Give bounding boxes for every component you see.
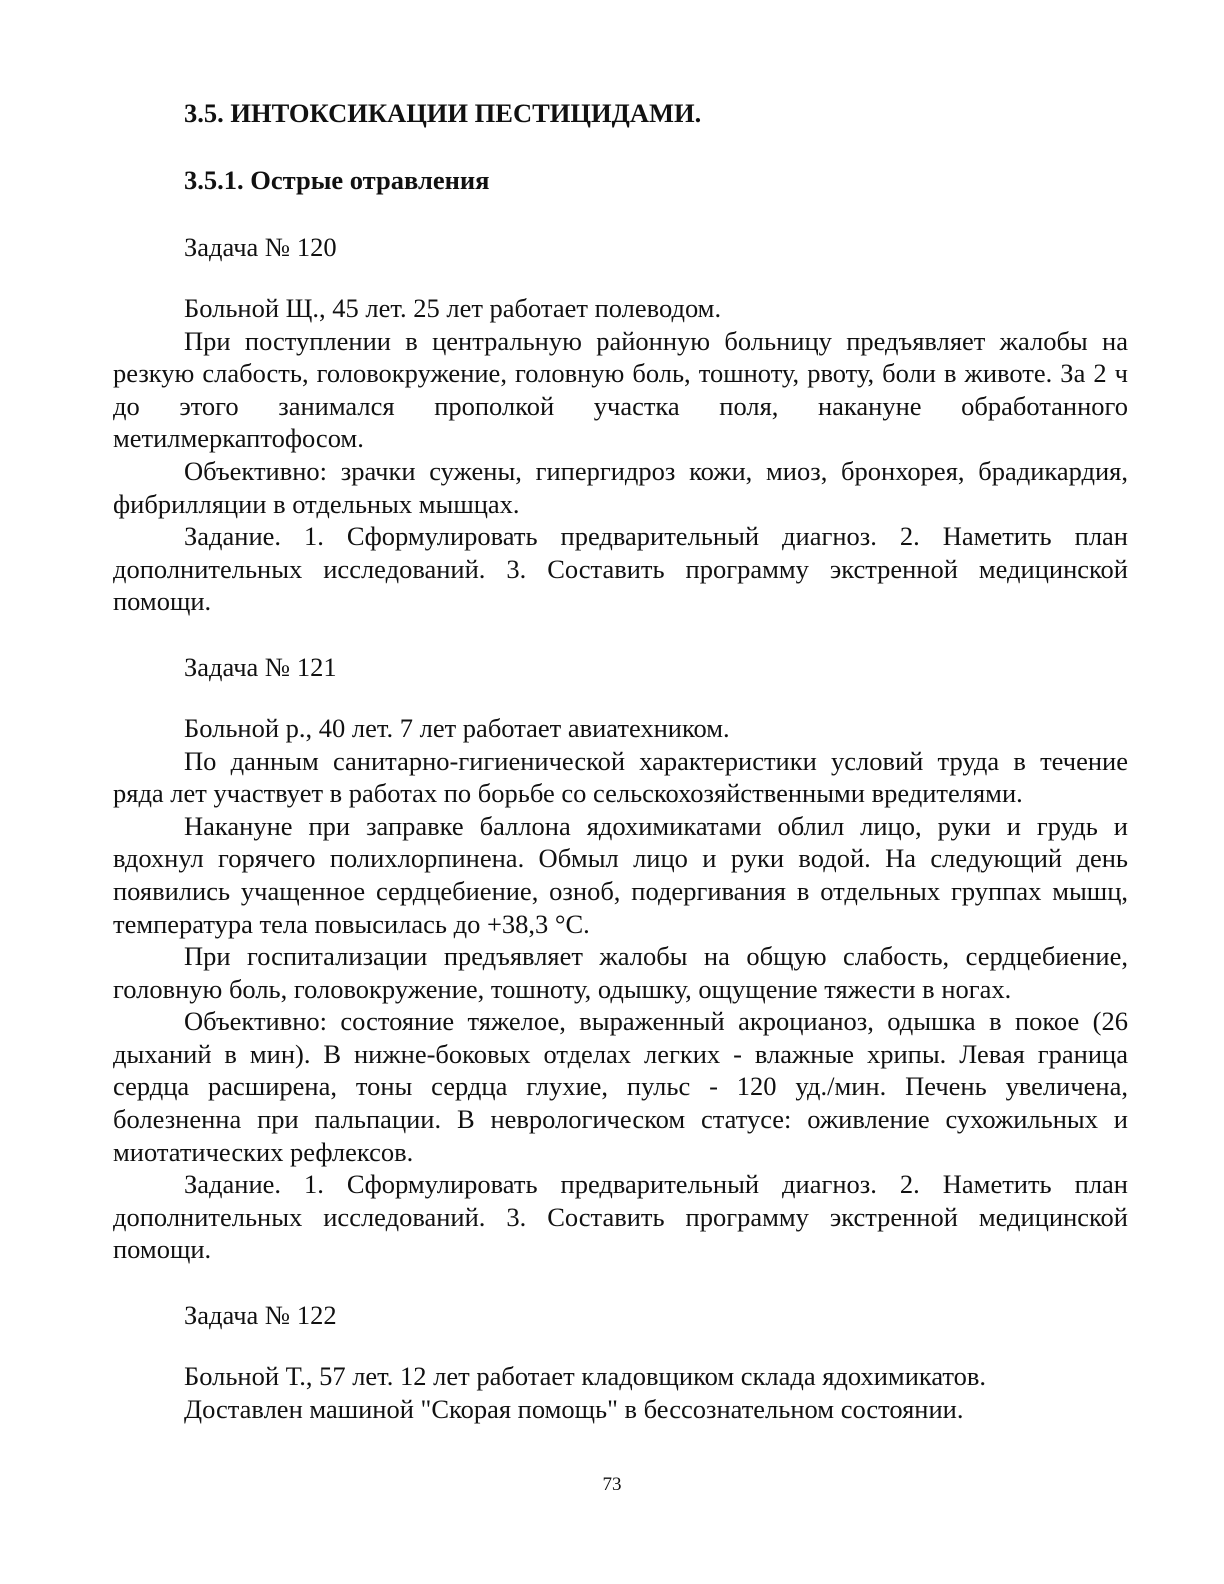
task-intro: Больной Щ., 45 лет. 25 лет работает полеводом. bbox=[184, 293, 722, 323]
task-121 bbox=[113, 648, 1128, 1266]
task-paragraph: Объективно: состояние тяжелое, выраженный акроцианоз, одышка в покое (26 дыханий в мин). В нижне-боковых отделах легких - влажные хрипы. Левая граница сердца расширена, тоны сердца глухие, пульс - 120 уд./мин. Печень увеличена, болезненна при пальпации. В неврологическом статусе: оживление сухожильных и миотатических рефлексов. bbox=[113, 1006, 1128, 1167]
task-assignment: Задание. 1. Сформулировать предварительный диагноз. 2. Наметить план дополнительных исследований. 3. Составить программу экстренной медицинской помощи. bbox=[113, 521, 1128, 617]
task-assignment: Задание. 1. Сформулировать предварительный диагноз. 2. Наметить план дополнительных исследований. 3. Составить программу экстренной медицинской помощи. bbox=[113, 1169, 1128, 1265]
subsection-title: 3.5.1. Острые отравления bbox=[184, 165, 490, 195]
task-intro: Больной Т., 57 лет. 12 лет работает кладовщиком склада ядохимикатов. bbox=[184, 1361, 987, 1392]
task-paragraph: Доставлен машиной "Скорая помощь" в бессознательном состоянии. bbox=[184, 1393, 964, 1424]
task-title: Задача № 122 bbox=[184, 1300, 337, 1331]
task-paragraph: При госпитализации предъявляет жалобы на общую слабость, сердцебиение, головную боль, головокружение, тошноту, одышку, ощущение тяжести в ногах. bbox=[113, 941, 1128, 1004]
section-title: 3.5. ИНТОКСИКАЦИИ ПЕСТИЦИДАМИ. bbox=[184, 98, 702, 128]
page-number: 73 bbox=[602, 1474, 622, 1495]
task-title: Задача № 121 bbox=[184, 651, 337, 682]
task-paragraph: Накануне при заправке баллона ядохимикатами облил лицо, руки и грудь и вдохнул горячего полихлорпинена. Обмыл лицо и руки водой. На следующий день появились учащенное сердцебиение, озноб, подергивания в отдельных группах мышц, температура тела повысилась до +38,3 °С. bbox=[113, 810, 1128, 939]
task-paragraph: Объективно: зрачки сужены, гипергидроз кожи, миоз, бронхорея, брадикардия, фибрилляции в отдельных мышцах. bbox=[113, 455, 1128, 519]
task-paragraph: При поступлении в центральную районную больницу предъявляет жалобы на резкую слабость, головокружение, головную боль, тошноту, рвоту, боли в животе. За 2 ч до этого занимался прополкой участка поля, накануне обработанного метилмеркаптофосом. bbox=[113, 325, 1128, 454]
task-intro: Больной р., 40 лет. 7 лет работает авиатехником. bbox=[184, 712, 730, 743]
page-content bbox=[113, 94, 1128, 1425]
task-paragraph: По данным санитарно-гигиенической характеристики условий труда в течение ряда лет участвует в работах по борьбе со сельскохозяйственными вредителями. bbox=[113, 745, 1128, 809]
task-122 bbox=[113, 1296, 1128, 1425]
task-title: Задача № 120 bbox=[184, 232, 337, 262]
task-120 bbox=[113, 228, 1128, 618]
